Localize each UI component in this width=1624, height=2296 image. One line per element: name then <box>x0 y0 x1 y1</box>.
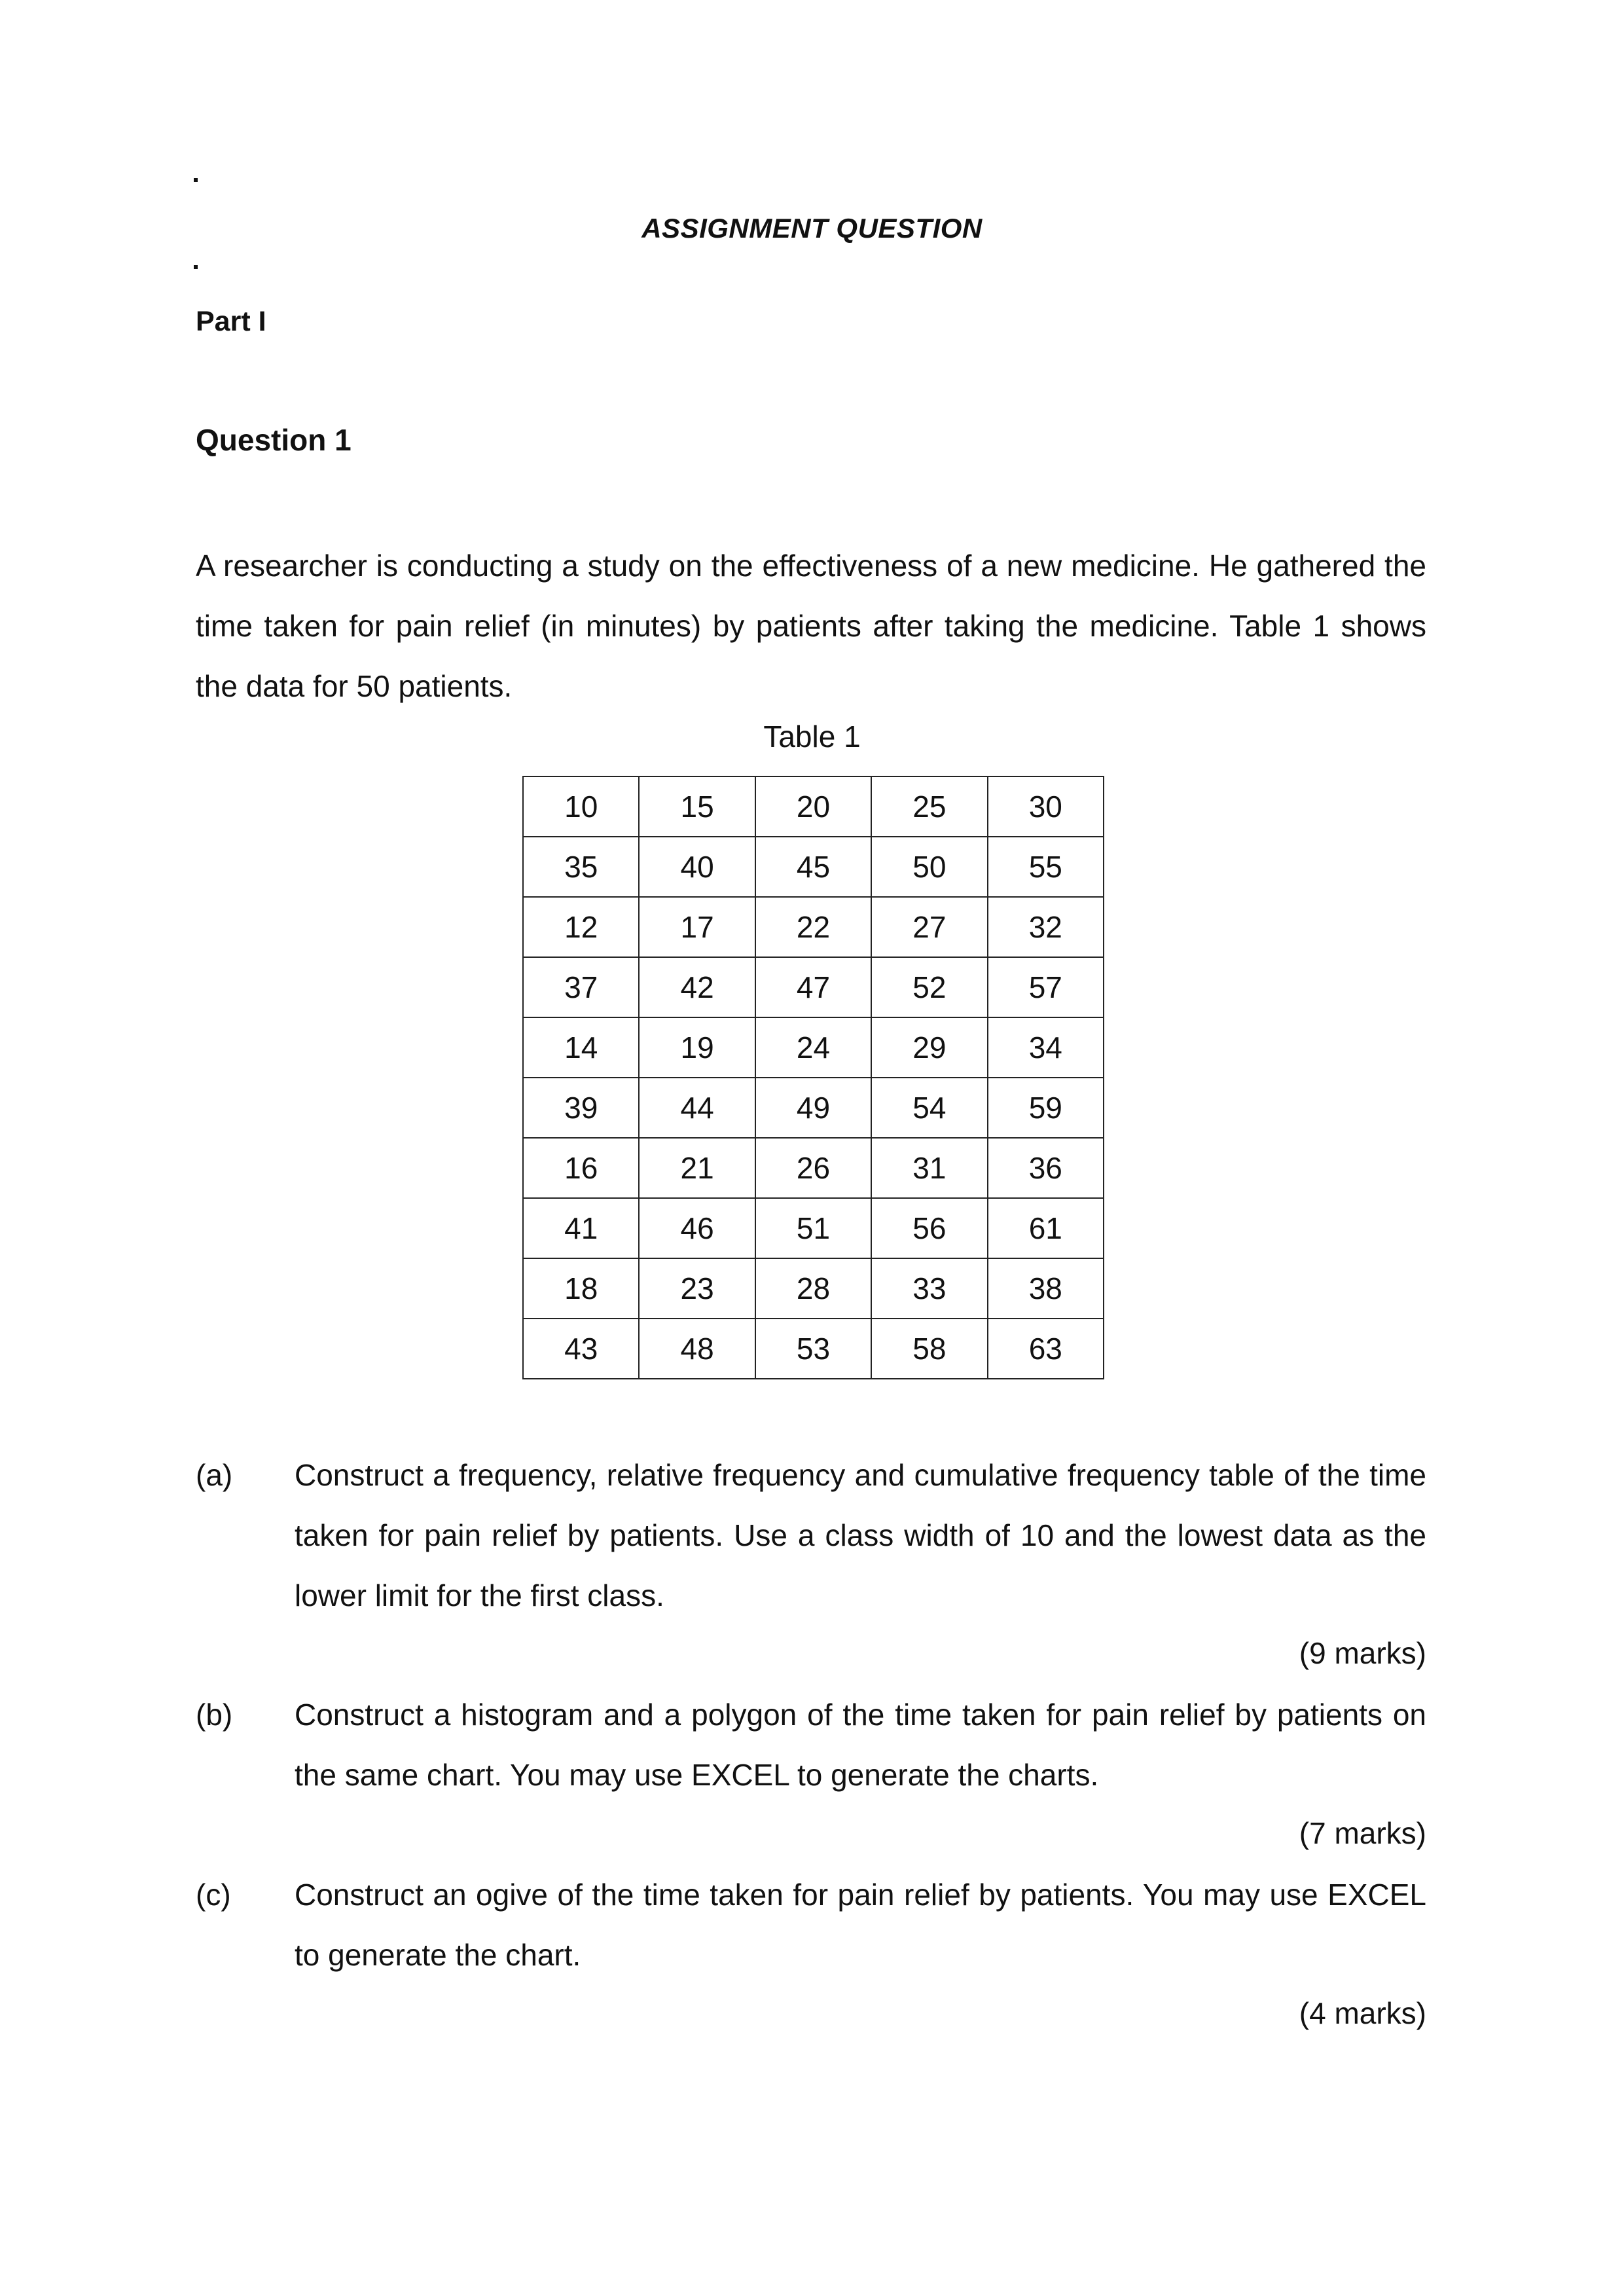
part-label: (a) <box>196 1458 233 1492</box>
marks-label: (4 marks) <box>1299 1996 1426 2030</box>
table-cell: 22 <box>755 897 871 957</box>
part-heading: Part I <box>196 306 266 337</box>
table-cell: 27 <box>871 897 987 957</box>
table-cell: 58 <box>871 1319 987 1379</box>
table-cell: 57 <box>988 957 1104 1017</box>
question-heading: Question 1 <box>196 423 352 457</box>
table-cell: 43 <box>523 1319 639 1379</box>
marks-label: (7 marks) <box>1299 1816 1426 1850</box>
table-row <box>523 1198 1104 1258</box>
bullet-dot <box>194 265 198 269</box>
table-caption: Table 1 <box>763 720 861 754</box>
table-cell: 53 <box>755 1319 871 1379</box>
table-row <box>523 1319 1104 1379</box>
table-cell: 29 <box>871 1017 987 1078</box>
table-cell: 35 <box>523 837 639 897</box>
table-cell: 52 <box>871 957 987 1017</box>
table-cell: 23 <box>639 1258 755 1319</box>
table-cell: 10 <box>523 776 639 837</box>
table-cell: 21 <box>639 1138 755 1198</box>
part-label: (c) <box>196 1878 231 1912</box>
table-cell: 59 <box>988 1078 1104 1138</box>
table-row <box>523 776 1104 837</box>
table-cell: 42 <box>639 957 755 1017</box>
table-cell: 20 <box>755 776 871 837</box>
table-cell: 61 <box>988 1198 1104 1258</box>
table-cell: 39 <box>523 1078 639 1138</box>
table-cell: 38 <box>988 1258 1104 1319</box>
table-cell: 41 <box>523 1198 639 1258</box>
table-cell: 18 <box>523 1258 639 1319</box>
table-row <box>523 1078 1104 1138</box>
table-cell: 48 <box>639 1319 755 1379</box>
page-title: ASSIGNMENT QUESTION <box>641 213 983 244</box>
table-cell: 40 <box>639 837 755 897</box>
part-label: (b) <box>196 1698 233 1732</box>
table-row <box>523 1138 1104 1198</box>
table-cell: 32 <box>988 897 1104 957</box>
table-cell: 63 <box>988 1319 1104 1379</box>
bullet-dot <box>194 178 198 182</box>
table-cell: 12 <box>523 897 639 957</box>
table-row <box>523 1258 1104 1319</box>
part-text: Construct an ogive of the time taken for pain relief by patients. You may use EXCEL to generate the chart. <box>295 1878 1426 1972</box>
table-cell: 46 <box>639 1198 755 1258</box>
table-cell: 17 <box>639 897 755 957</box>
table-cell: 54 <box>871 1078 987 1138</box>
table-cell: 16 <box>523 1138 639 1198</box>
table-cell: 26 <box>755 1138 871 1198</box>
table-cell: 34 <box>988 1017 1104 1078</box>
table-cell: 56 <box>871 1198 987 1258</box>
part-text: Construct a histogram and a polygon of the time taken for pain relief by patients on the same chart. You may use EXCEL to generate the charts. <box>295 1698 1426 1792</box>
table-row <box>523 957 1104 1017</box>
table-cell: 51 <box>755 1198 871 1258</box>
table-cell: 47 <box>755 957 871 1017</box>
table-cell: 49 <box>755 1078 871 1138</box>
table-cell: 19 <box>639 1017 755 1078</box>
marks-label: (9 marks) <box>1299 1636 1426 1670</box>
table-cell: 50 <box>871 837 987 897</box>
table-cell: 30 <box>988 776 1104 837</box>
question-part-b <box>196 1685 1426 1805</box>
table-cell: 14 <box>523 1017 639 1078</box>
table-cell: 44 <box>639 1078 755 1138</box>
table-cell: 25 <box>871 776 987 837</box>
question-intro: A researcher is conducting a study on the effectiveness of a new medicine. He gathered the time taken for pain relief (in minutes) by patients after taking the medicine. Table 1 shows the data for 50 patients. <box>196 549 1426 703</box>
table-cell: 45 <box>755 837 871 897</box>
table-cell: 31 <box>871 1138 987 1198</box>
question-part-c <box>196 1865 1426 1985</box>
data-table <box>522 776 1104 1379</box>
table-row <box>523 837 1104 897</box>
table-row <box>523 1017 1104 1078</box>
table-row <box>523 897 1104 957</box>
table-cell: 15 <box>639 776 755 837</box>
table-cell: 33 <box>871 1258 987 1319</box>
question-part-a <box>196 1445 1426 1626</box>
table-cell: 36 <box>988 1138 1104 1198</box>
table-cell: 28 <box>755 1258 871 1319</box>
table-cell: 37 <box>523 957 639 1017</box>
part-text: Construct a frequency, relative frequency and cumulative frequency table of the time taken for pain relief by patients. Use a class width of 10 and the lowest data as the lower limit for the first class. <box>295 1458 1426 1613</box>
table-cell: 24 <box>755 1017 871 1078</box>
table-cell: 55 <box>988 837 1104 897</box>
